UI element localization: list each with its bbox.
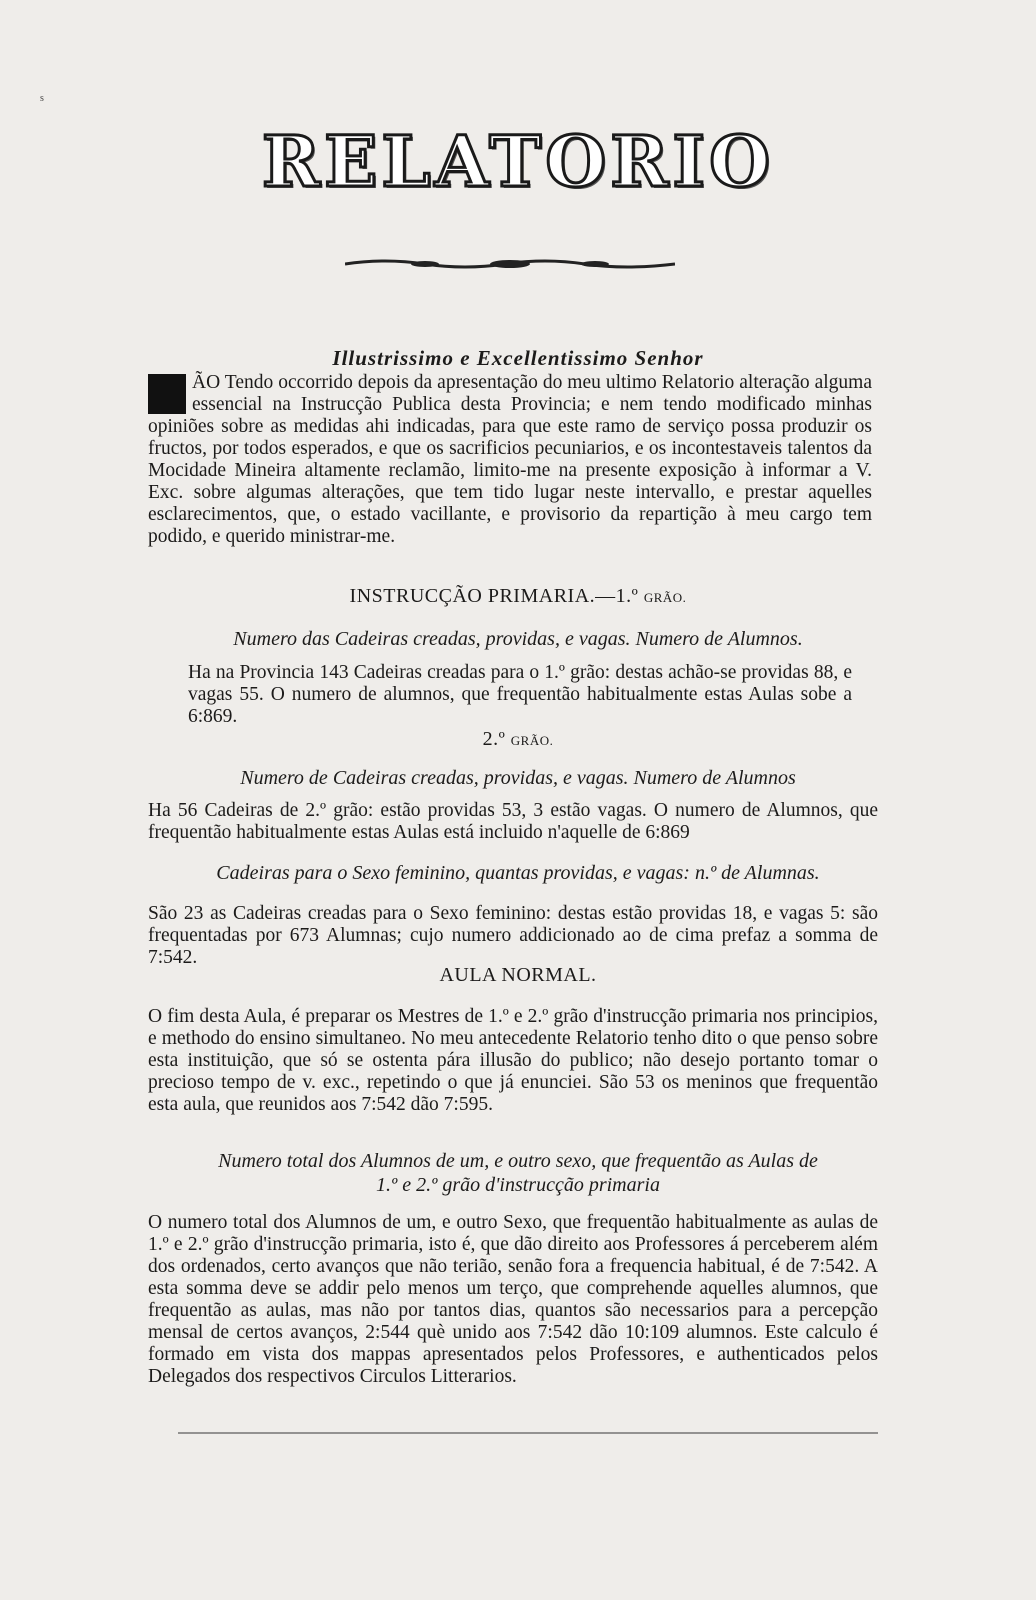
section1-heading: INSTRUCÇÃO PRIMARIA.—1.º	[349, 585, 639, 607]
ornament-divider	[345, 258, 675, 270]
intro-paragraph	[148, 372, 872, 548]
intro-text: ÃO Tendo occorrido depois da apresentação do meu ultimo Relatorio alteração alguma essencial na Instrucção Publica desta Provincia; e nem tendo modificado minhas opiniões sobre as medidas ahi indicadas, para que este ramo de serviço possa produzir os fructos, por todos esperados, e que os sacrificios pecuniarios, e os incontestaveis talentos da Mocidade Mineira altamente reclamão, limito-me na presente exposição à informar a V. Exc. sobre algumas alterações, que tem tido lugar neste intervallo, e prestar aquelles esclarecimentos, que, o estado vacillante, e provisorio da repartição à meu cargo tem podido, e querido ministrar-me.	[148, 372, 872, 547]
section1-paragraph	[188, 662, 852, 728]
footer-rule	[178, 1432, 878, 1434]
section2-subheading: Numero de Cadeiras creadas, providas, e vagas. Numero de Alumnos	[240, 767, 796, 789]
page-mark: s	[40, 93, 44, 104]
section2-heading: 2.º	[482, 728, 506, 750]
section1-text: Ha na Provincia 143 Cadeiras creadas para o 1.º grão: destas achão-se providas 88, e vagas 55. O numero de alumnos, que frequentão habitualmente estas Aulas sobe a 6:869.	[188, 662, 852, 727]
section2-text: Ha 56 Cadeiras de 2.º grão: estão providas 53, 3 estão vagas. O numero de Alumnos, que frequentão habitualmente estas Aulas está incluido n'aquelle de 6:869	[148, 800, 878, 843]
section5-text: O numero total dos Alumnos de um, e outro Sexo, que frequentão habitualmente as aulas de 1.º e 2.º grão d'instrucção primaria, isto é, que dão direito aos Professores á perceberem além dos ordenados, certo avanços que não terião, senão fora a frequencia habitual, é de 7:542. A esta somma deve se addir pelo menos um terço, que comprehende aquelles alumnos, que frequentão as aulas, mas não por tantos dias, quantos são necessarios para a percepção mensal de certos avanços, 2:544 què unido aos 7:542 dão 10:109 alumnos. Este calculo é formado em vista dos mappas apresentados pelos Professores, e authenticados pelos Delegados dos respectivos Circulos Litterarios.	[148, 1212, 878, 1387]
salutation: Illustrissimo e Excellentissimo Senhor	[332, 346, 704, 370]
section4-text: O fim desta Aula, é preparar os Mestres de 1.º e 2.º grão d'instrucção primaria nos principios, e methodo do ensino simultaneo. No meu antecedente Relatorio tenho dito o que penso sobre esta instituição, que só se ostenta pára illusão do publico; não desejo portanto tomar o precioso tempo de v. exc., repetindo o que já enunciei. São 53 os meninos que frequentão esta aula, que reunidos aos 7:542 dão 7:595.	[148, 1006, 878, 1115]
section3-text: São 23 as Cadeiras creadas para o Sexo feminino: destas estão providas 18, e vagas 5: são frequentadas por 673 Alumnas; cujo numero addicionado ao de cima prefaz a somma de 7:542.	[148, 903, 878, 968]
section4-paragraph	[148, 1006, 878, 1116]
section2-paragraph	[148, 800, 878, 844]
section3-paragraph	[148, 903, 878, 969]
section-heading-second-grade	[0, 728, 1036, 751]
section2-grade: GRÃO.	[510, 733, 554, 748]
section5-subheading-line2: 1.º e 2.º grão d'instrucção primaria	[376, 1174, 660, 1196]
section-heading-primary	[0, 585, 1036, 608]
section4-heading: AULA NORMAL.	[439, 964, 597, 986]
section5-paragraph	[148, 1212, 878, 1388]
section5-subheading-line1: Numero total dos Alumnos de um, e outro sexo, que frequentão as Aulas de	[218, 1150, 818, 1172]
section3-subheading: Cadeiras para o Sexo feminino, quantas providas, e vagas: n.º de Alumnas.	[216, 862, 820, 884]
document-title: RELATORIO	[261, 120, 775, 203]
section1-grade: GRÃO.	[643, 590, 687, 605]
drop-cap	[148, 374, 186, 414]
section1-subheading: Numero das Cadeiras creadas, providas, e vagas. Numero de Alumnos.	[233, 628, 803, 650]
